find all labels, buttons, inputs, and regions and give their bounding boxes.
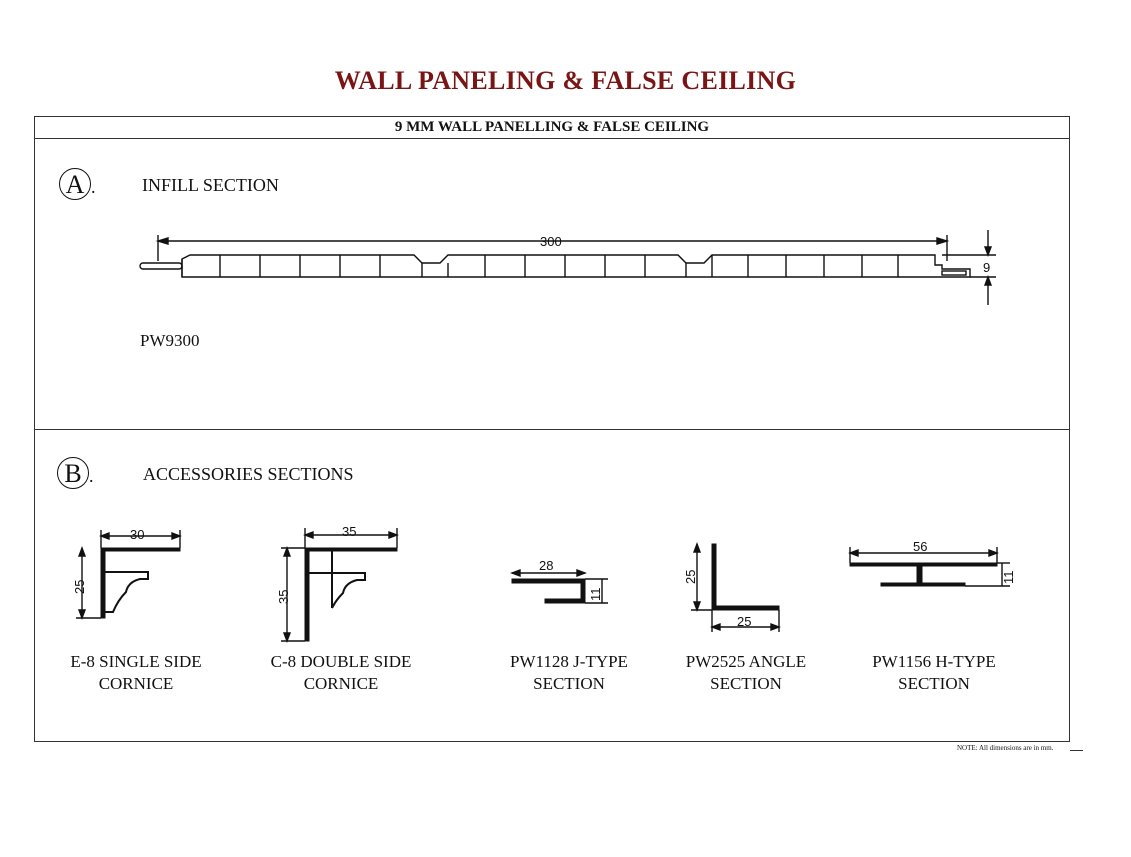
section-a-marker: A — [59, 168, 91, 200]
section-b-dot: . — [89, 466, 94, 486]
e8-caption — [45, 651, 227, 695]
h-type-height-label: 11 — [1001, 570, 1016, 584]
section-divider — [34, 429, 1070, 430]
j-type-width-label: 28 — [539, 558, 554, 573]
e8-height-label: 25 — [72, 579, 87, 594]
angle-caption — [655, 651, 837, 695]
panel-code: PW9300 — [140, 331, 200, 350]
height-dimension-label: 9 — [983, 260, 991, 275]
drawing-subtitle: 9 MM WALL PANELLING & FALSE CEILING — [394, 119, 710, 135]
width-dimension-label: 300 — [540, 234, 562, 249]
j-type-caption-line2: SECTION — [533, 674, 605, 693]
c8-caption-line2: CORNICE — [303, 674, 379, 693]
h-type-drawing — [845, 535, 1025, 595]
section-b-marker: B — [57, 457, 89, 489]
angle-caption-line1: PW2525 ANGLE — [685, 652, 807, 671]
section-a-dot: . — [91, 177, 96, 197]
c8-cornice-drawing — [270, 518, 405, 648]
panel-cells — [220, 255, 898, 277]
j-type-caption — [478, 651, 660, 695]
c8-height-label: 35 — [276, 589, 291, 604]
infill-panel-drawing — [130, 225, 1010, 310]
angle-caption-line2: SECTION — [710, 674, 782, 693]
arrow-right-icon — [937, 238, 947, 244]
angle-height-label: 25 — [683, 569, 698, 584]
e8-caption-line1: E-8 SINGLE SIDE — [70, 652, 202, 671]
section-b-title: ACCESSORIES SECTIONS — [143, 464, 354, 484]
c8-caption — [250, 651, 432, 695]
panel-groove — [942, 271, 966, 275]
e8-width-label: 30 — [130, 527, 145, 542]
arrow-left-icon — [158, 238, 168, 244]
h-type-caption — [843, 651, 1025, 695]
panel-tongue — [140, 263, 182, 269]
c8-width-label: 35 — [342, 524, 357, 539]
e8-cornice-drawing — [68, 522, 188, 627]
j-type-drawing — [505, 555, 615, 610]
j-type-height-label: 11 — [588, 587, 603, 601]
h-type-caption-line2: SECTION — [898, 674, 970, 693]
angle-section-drawing — [680, 540, 790, 635]
section-a-title: INFILL SECTION — [142, 175, 279, 195]
subtitle-divider — [34, 138, 1070, 139]
h-type-caption-line1: PW1156 H-TYPE — [872, 652, 996, 671]
j-type-caption-line1: PW1128 J-TYPE — [510, 652, 628, 671]
page-title: WALL PANELING & FALSE CEILING — [334, 66, 797, 95]
angle-width-label: 25 — [737, 614, 752, 629]
e8-caption-line2: CORNICE — [98, 674, 174, 693]
h-type-width-label: 56 — [913, 539, 928, 554]
arrow-up-icon — [985, 277, 991, 285]
note-underline — [1070, 750, 1083, 751]
c8-caption-line1: C-8 DOUBLE SIDE — [270, 652, 412, 671]
arrow-down-icon — [985, 247, 991, 255]
dimensions-note: NOTE: All dimensions are in mm. — [957, 744, 1054, 752]
